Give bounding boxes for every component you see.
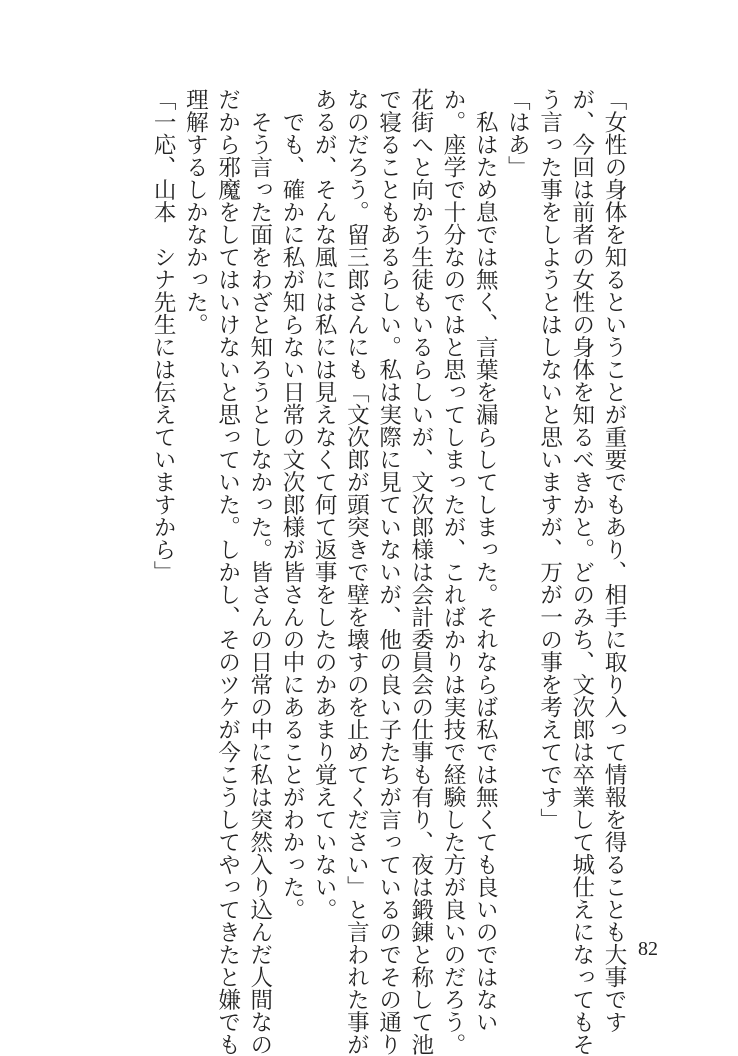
text-line: 理解するしかなかった。 [182,88,209,336]
text-line: 私はため息では無く、言葉を漏らしてしまった。それならば私では無くても良いのではない [472,88,499,1033]
text-line: 花街へと向かう生徒もいるらしいが、文次郎様は会計委員会の仕事も有り、夜は鍛錬と称して池 [407,88,434,1056]
text-line: 「一応、山本 シナ先生には伝えていますから」 [150,88,177,583]
text-line: でも、確かに私が知らない日常の文次郎様が皆さんの中にあることがわかった。 [278,88,305,921]
text-line: が、今回は前者の女性の身体を知るべきかと。どのみち、文次郎は卒業して城仕えになってもそ [568,88,595,1056]
text-line: う言った事をしようとはしないと思いますが、万が一の事を考えてです」 [536,88,563,831]
text-line: あるが、そんな風には私には見えなくて何て返事をしたのかあまり覚えていない。 [311,88,338,921]
text-line: 「はあ」 [504,88,531,178]
page-number: 82 [638,938,658,960]
text-line: なのだろう。留三郎さんにも「文次郎が頭突きで壁を壊すのを止めてください」と言われた事が [343,88,370,1056]
text-line: 「女性の身体を知るということが重要でもあり、相手に取り入って情報を得ることも大事です [601,88,627,1033]
vertical-text-body [130,88,630,1056]
text-line: だから邪魔をしてはいけないと思っていた。しかし、そのツケが今こうしてやってきたと嫌でも [214,88,241,1056]
text-line: か。座学で十分なのではと思ってしまったが、こればかりは実技で経験した方が良いのだろう。 [439,88,466,1056]
text-line: そう言った面をわざと知ろうとしなかった。皆さんの日常の中に私は突然入り込んだ人間なの [246,88,273,1056]
text-line: で寝ることもあるらしい。私は実際に見ていないが、他の良い子たちが言っているのでその通り [375,88,402,1056]
